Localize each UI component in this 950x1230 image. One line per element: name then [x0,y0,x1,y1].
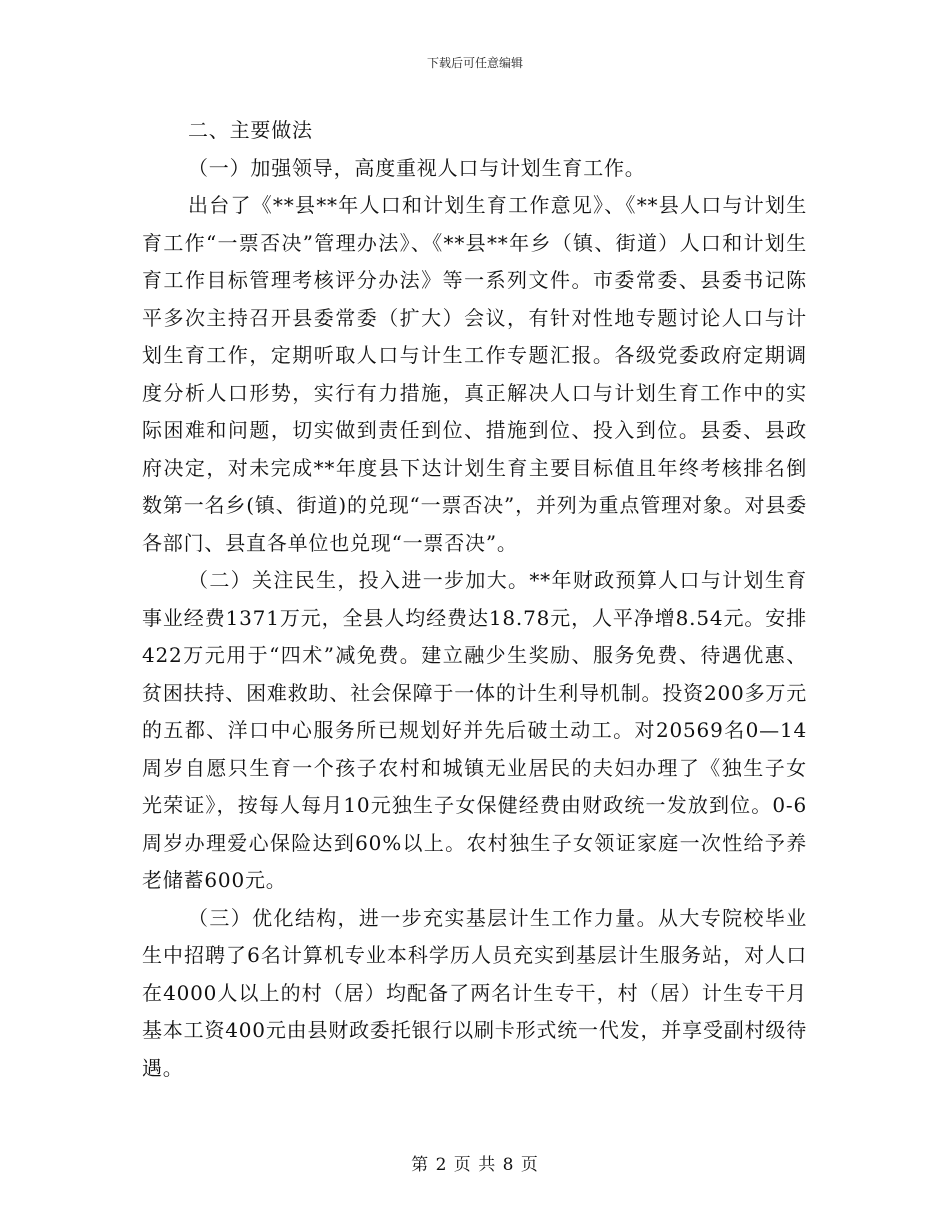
document-body [142,112,807,1087]
section-title: 二、主要做法 [188,118,313,142]
page-number: 第 2 页 共 8 页 [411,1155,539,1175]
paragraph-2: （二）关注民生，投入进一步加大。**年财政预算人口与计划生育事业经费1371万元，全县人均经费达18.78元，人平净增8.54元。安排422万元用于“四术”减免费。建立融少生奖励、服务免费、待遇优惠、贫困扶持、困难救助、社会保障于一体的计生利导机制。投资200多万元的五都、洋口中心服务所已规划好并先后破土动工。对20569名0—14周岁自愿只生育一个孩子农村和城镇无业居民的夫妇办理了《独生子女光荣证》，按每人每月10元独生子女保健经费由财政统一发放到位。0-6周岁办理爱心保险达到60%以上。农村独生子女领证家庭一次性给予养老储蓄600元。 [142,568,807,892]
subsection-title-1: （一）加强领导，高度重视人口与计划生育工作。 [188,155,646,180]
page-header-note: 下载后可任意编辑 [426,56,523,70]
paragraph-3: （三）优化结构，进一步充实基层计生工作力量。从大专院校毕业生中招聘了6名计算机专业本科学历人员充实到基层计生服务站，对人口在4000人以上的村（居）均配备了两名计生专干，村（居）计生专干月基本工资400元由县财政委托银行以刷卡形式统一代发，并享受副村级待遇。 [142,905,807,1080]
paragraph-1: 出台了《**县**年人口和计划生育工作意见》、《**县人口与计划生育工作“一票否决”管理办法》、《**县**年乡（镇、街道）人口和计划生育工作目标管理考核评分办法》等一系列文件。市委常委、县委书记陈平多次主持召开县委常委（扩大）会议，有针对性地专题讨论人口与计划生育工作，定期听取人口与计生工作专题汇报。各级党委政府定期调度分析人口形势，实行有力措施，真正解决人口与计划生育工作中的实际困难和问题，切实做到责任到位、措施到位、投入到位。县委、县政府决定，对未完成**年度县下达计划生育主要目标值且年终考核排名倒数第一名乡(镇、街道)的兑现“一票否决”，并列为重点管理对象。对县委各部门、县直各单位也兑现“一票否决”。 [142,193,807,555]
